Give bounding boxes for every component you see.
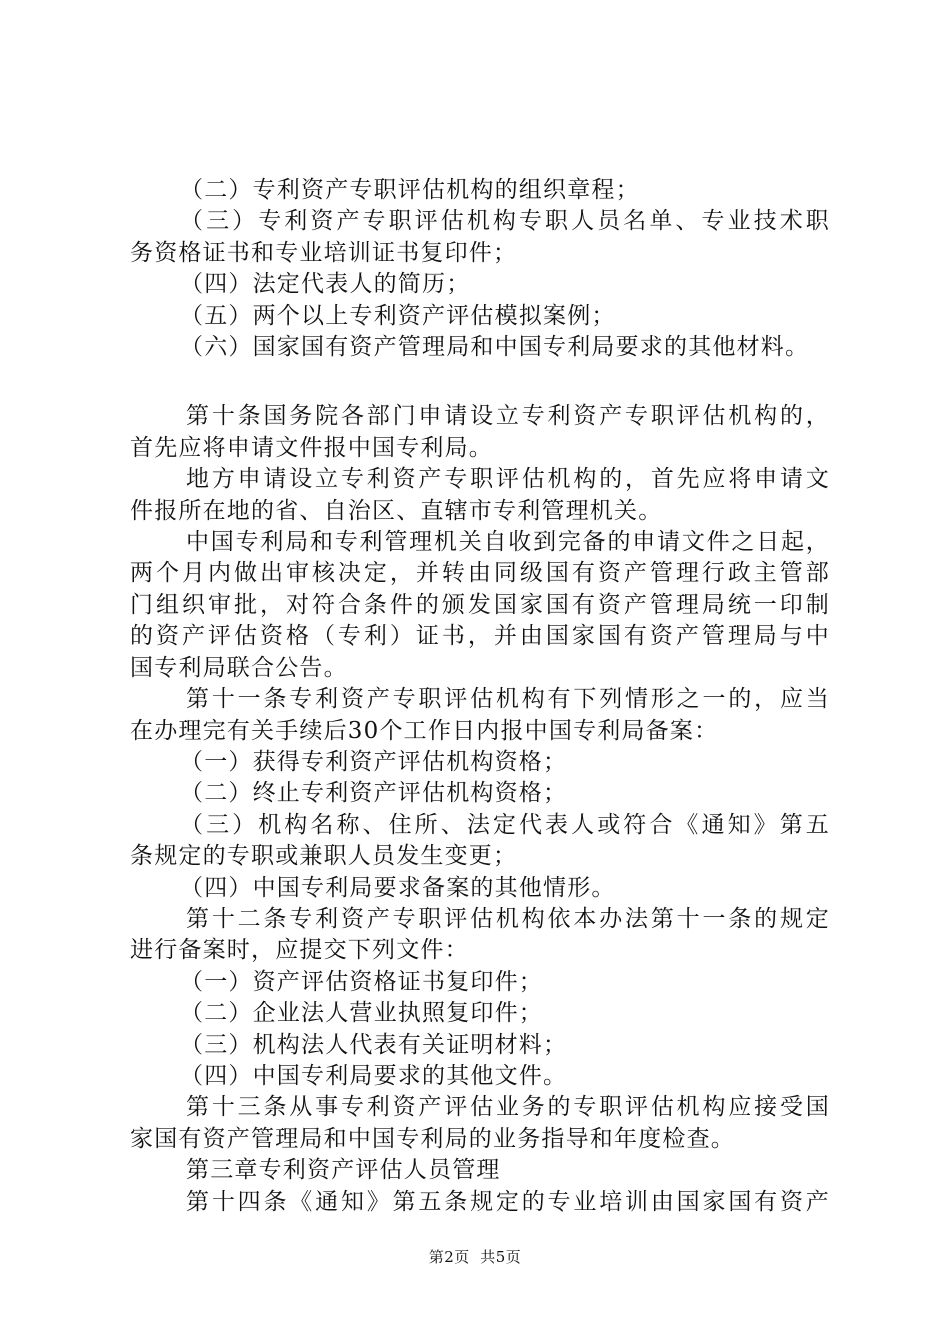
text-line: 家国有资产管理局和中国专利局的业务指导和年度检查。	[130, 1125, 735, 1152]
text-line: 第十条国务院各部门申请设立专利资产专职评估机构的，	[186, 403, 830, 430]
text-line: 两个月内做出审核决定，并转由同级国有资产管理行政主管部	[130, 560, 830, 587]
text-line: （四）法定代表人的简历；	[180, 271, 471, 298]
text-line: （三）机构法人代表有关证明材料；	[180, 1031, 568, 1058]
text-line: （二）企业法人营业执照复印件；	[180, 1000, 543, 1027]
text-line: 门组织审批，对符合条件的颁发国家国有资产管理局统一印制	[130, 591, 830, 618]
text-line: 务资格证书和专业培训证书复印件；	[130, 239, 518, 266]
text-line: 的资产评估资格（专利）证书，并由国家国有资产管理局与中	[130, 623, 830, 650]
text-line: 中国专利局和专利管理机关自收到完备的申请文件之日起，	[186, 529, 830, 556]
text-line: （三）机构名称、住所、法定代表人或符合《通知》第五	[180, 811, 830, 838]
page-number: 第2页 共5页	[428, 1248, 522, 1266]
text-line: 国专利局联合公告。	[130, 654, 348, 681]
text-line: 第十四条《通知》第五条规定的专业培训由国家国有资产	[186, 1188, 830, 1215]
text-line: （二）专利资产专职评估机构的组织章程；	[180, 177, 640, 203]
text-line: （五）两个以上专利资产评估模拟案例；	[180, 302, 616, 329]
text-line: 进行备案时，应提交下列文件：	[130, 937, 469, 964]
document-body	[130, 175, 830, 1218]
text-line: （四）中国专利局要求的其他文件。	[180, 1062, 568, 1089]
text-line: 在办理完有关手续后30个工作日内报中国专利局备案：	[130, 717, 719, 744]
text-line: （一）资产评估资格证书复印件；	[180, 968, 543, 995]
paragraph-gap	[130, 363, 830, 401]
text-line: （六）国家国有资产管理局和中国专利局要求的其他材料。	[180, 334, 810, 361]
page-footer	[0, 1246, 950, 1267]
text-line: 件报所在地的省、自治区、直辖市专利管理机关。	[130, 497, 663, 524]
text-line: （二）终止专利资产评估机构资格；	[180, 780, 568, 807]
text-line: 第十三条从事专利资产评估业务的专职评估机构应接受国	[186, 1094, 830, 1121]
text-line: 第十二条专利资产专职评估机构依本办法第十一条的规定	[186, 905, 830, 932]
text-line: （三）专利资产专职评估机构专职人员名单、专业技术职	[180, 208, 830, 235]
text-line: 地方申请设立专利资产专职评估机构的，首先应将申请文	[186, 466, 830, 493]
text-line: 第三章专利资产评估人员管理	[186, 1157, 501, 1184]
text-line: （一）获得专利资产评估机构资格；	[180, 748, 568, 775]
text-line: 第十一条专利资产专职评估机构有下列情形之一的，应当	[186, 686, 830, 713]
text-line: 条规定的专职或兼职人员发生变更；	[130, 843, 518, 870]
text-line: 首先应将申请文件报中国专利局。	[130, 434, 493, 461]
text-line: （四）中国专利局要求备案的其他情形。	[180, 874, 616, 901]
